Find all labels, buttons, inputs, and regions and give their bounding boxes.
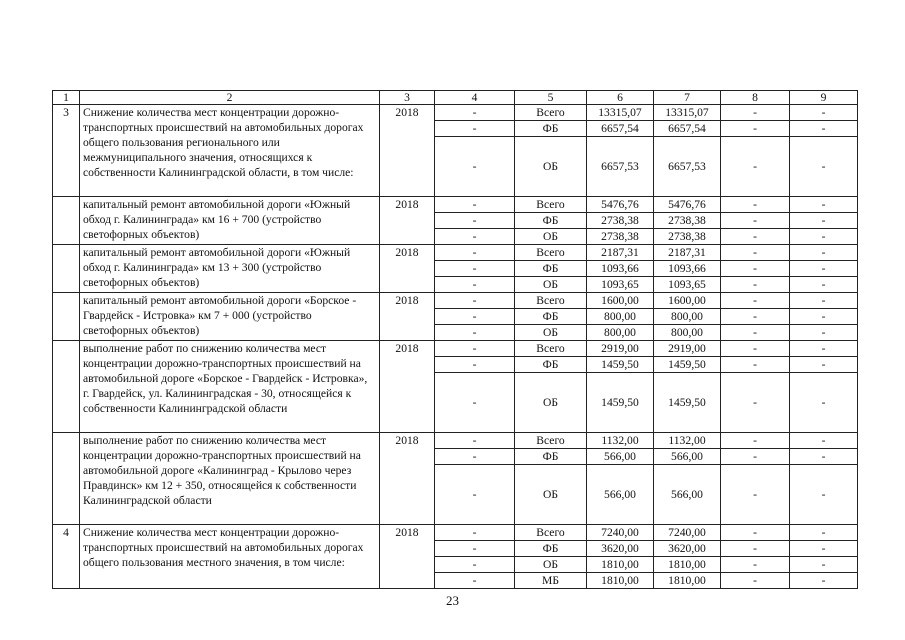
- col9-cell: -: [790, 121, 858, 137]
- col9-cell: -: [790, 433, 858, 449]
- amount-col7-cell: 1810,00: [654, 573, 721, 589]
- source-cell: Всего: [515, 197, 587, 213]
- header-cell-col-3: 3: [380, 91, 435, 105]
- amount-col6-cell: 1459,50: [587, 357, 654, 373]
- col9-cell: -: [790, 277, 858, 293]
- amount-col6-cell: 1600,00: [587, 293, 654, 309]
- col4-cell: -: [435, 213, 515, 229]
- row-number-cell: 4: [53, 525, 80, 589]
- description-cell: выполнение работ по снижению количества мест концентрации дорожно-транспортных происшествий на автомобильной дороге «Калининград - Крылово через Правдинск» км 12 + 350, относящейся к собственности Калининградской области: [80, 433, 380, 525]
- description-cell: выполнение работ по снижению количества мест концентрации дорожно-транспортных происшествий на автомобильной дороге «Борское - Гвардейск - Истровка», г. Гвардейск, ул. Калининградская - 30, относящейся к собственности Калининградской области: [80, 341, 380, 433]
- col9-cell: -: [790, 341, 858, 357]
- source-cell: ОБ: [515, 137, 587, 197]
- year-cell: 2018: [380, 433, 435, 525]
- source-cell: ОБ: [515, 325, 587, 341]
- description-cell: Снижение количества мест концентрации дорожно-транспортных происшествий на автомобильных дорогах общего пользования регионального или межмуниципального значения, относящихся к собственности Калининградской области, в том числе:: [80, 105, 380, 197]
- source-cell: Всего: [515, 245, 587, 261]
- amount-col6-cell: 2919,00: [587, 341, 654, 357]
- table-row: [53, 105, 858, 121]
- amount-col7-cell: 1459,50: [654, 373, 721, 433]
- source-cell: ФБ: [515, 541, 587, 557]
- amount-col6-cell: 13315,07: [587, 105, 654, 121]
- description-cell: капитальный ремонт автомобильной дороги «Южный обход г. Калининграда» км 13 + 300 (устройство светофорных объектов): [80, 245, 380, 293]
- source-cell: ФБ: [515, 449, 587, 465]
- description-cell: капитальный ремонт автомобильной дороги «Южный обход г. Калининграда» км 16 + 700 (устройство светофорных объектов): [80, 197, 380, 245]
- col8-cell: -: [721, 357, 790, 373]
- amount-col7-cell: 566,00: [654, 449, 721, 465]
- col8-cell: -: [721, 449, 790, 465]
- year-cell: 2018: [380, 105, 435, 197]
- col8-cell: -: [721, 261, 790, 277]
- col9-cell: -: [790, 465, 858, 525]
- col9-cell: -: [790, 309, 858, 325]
- col9-cell: -: [790, 245, 858, 261]
- source-cell: ОБ: [515, 465, 587, 525]
- col4-cell: -: [435, 261, 515, 277]
- budget-table: [52, 90, 858, 589]
- col8-cell: -: [721, 293, 790, 309]
- col4-cell: -: [435, 137, 515, 197]
- col8-cell: -: [721, 245, 790, 261]
- col8-cell: -: [721, 105, 790, 121]
- amount-col6-cell: 1810,00: [587, 573, 654, 589]
- col8-cell: -: [721, 213, 790, 229]
- col9-cell: -: [790, 229, 858, 245]
- col4-cell: -: [435, 325, 515, 341]
- amount-col6-cell: 1093,66: [587, 261, 654, 277]
- row-number-cell: [53, 293, 80, 341]
- col4-cell: -: [435, 573, 515, 589]
- col9-cell: -: [790, 357, 858, 373]
- header-cell-col-4: 4: [435, 91, 515, 105]
- col4-cell: -: [435, 373, 515, 433]
- col9-cell: -: [790, 105, 858, 121]
- col4-cell: -: [435, 197, 515, 213]
- header-cell-col-7: 7: [654, 91, 721, 105]
- header-cell-col-8: 8: [721, 91, 790, 105]
- header-cell-col-6: 6: [587, 91, 654, 105]
- col8-cell: -: [721, 121, 790, 137]
- amount-col6-cell: 2738,38: [587, 229, 654, 245]
- col8-cell: -: [721, 465, 790, 525]
- col4-cell: -: [435, 293, 515, 309]
- amount-col7-cell: 1600,00: [654, 293, 721, 309]
- col8-cell: -: [721, 325, 790, 341]
- col4-cell: -: [435, 245, 515, 261]
- amount-col7-cell: 1132,00: [654, 433, 721, 449]
- amount-col6-cell: 6657,53: [587, 137, 654, 197]
- col8-cell: -: [721, 197, 790, 213]
- description-cell: капитальный ремонт автомобильной дороги «Борское - Гвардейск - Истровка» км 7 + 000 (устройство светофорных объектов): [80, 293, 380, 341]
- col8-cell: -: [721, 541, 790, 557]
- col9-cell: -: [790, 293, 858, 309]
- amount-col7-cell: 6657,54: [654, 121, 721, 137]
- col8-cell: -: [721, 137, 790, 197]
- source-cell: ОБ: [515, 373, 587, 433]
- amount-col7-cell: 800,00: [654, 325, 721, 341]
- col9-cell: -: [790, 541, 858, 557]
- source-cell: ОБ: [515, 229, 587, 245]
- col8-cell: -: [721, 341, 790, 357]
- header-cell-col-9: 9: [790, 91, 858, 105]
- header-cell-col-5: 5: [515, 91, 587, 105]
- col4-cell: -: [435, 309, 515, 325]
- year-cell: 2018: [380, 293, 435, 341]
- col9-cell: -: [790, 449, 858, 465]
- amount-col7-cell: 2738,38: [654, 213, 721, 229]
- source-cell: Всего: [515, 293, 587, 309]
- amount-col7-cell: 5476,76: [654, 197, 721, 213]
- header-cell-col-2: 2: [80, 91, 380, 105]
- amount-col6-cell: 7240,00: [587, 525, 654, 541]
- col9-cell: -: [790, 325, 858, 341]
- amount-col7-cell: 7240,00: [654, 525, 721, 541]
- col9-cell: -: [790, 261, 858, 277]
- amount-col7-cell: 1093,65: [654, 277, 721, 293]
- col4-cell: -: [435, 341, 515, 357]
- amount-col6-cell: 3620,00: [587, 541, 654, 557]
- table-header-row: [53, 91, 858, 105]
- col9-cell: -: [790, 525, 858, 541]
- page-number: 23: [446, 593, 459, 608]
- source-cell: МБ: [515, 573, 587, 589]
- amount-col6-cell: 2738,38: [587, 213, 654, 229]
- source-cell: Всего: [515, 341, 587, 357]
- col9-cell: -: [790, 373, 858, 433]
- amount-col7-cell: 1093,66: [654, 261, 721, 277]
- amount-col6-cell: 1810,00: [587, 557, 654, 573]
- amount-col7-cell: 1459,50: [654, 357, 721, 373]
- col4-cell: -: [435, 229, 515, 245]
- amount-col6-cell: 1132,00: [587, 433, 654, 449]
- source-cell: ФБ: [515, 357, 587, 373]
- col4-cell: -: [435, 557, 515, 573]
- col9-cell: -: [790, 213, 858, 229]
- source-cell: Всего: [515, 433, 587, 449]
- year-cell: 2018: [380, 245, 435, 293]
- amount-col7-cell: 566,00: [654, 465, 721, 525]
- source-cell: ФБ: [515, 261, 587, 277]
- row-number-cell: 3: [53, 105, 80, 197]
- header-cell-col-1: 1: [53, 91, 80, 105]
- col9-cell: -: [790, 573, 858, 589]
- col4-cell: -: [435, 105, 515, 121]
- year-cell: 2018: [380, 197, 435, 245]
- year-cell: 2018: [380, 525, 435, 589]
- row-number-cell: [53, 245, 80, 293]
- col8-cell: -: [721, 433, 790, 449]
- amount-col6-cell: 566,00: [587, 449, 654, 465]
- col8-cell: -: [721, 557, 790, 573]
- table-row: [53, 293, 858, 309]
- amount-col7-cell: 1810,00: [654, 557, 721, 573]
- row-number-cell: [53, 341, 80, 433]
- amount-col6-cell: 5476,76: [587, 197, 654, 213]
- col4-cell: -: [435, 541, 515, 557]
- col8-cell: -: [721, 229, 790, 245]
- row-number-cell: [53, 433, 80, 525]
- amount-col7-cell: 6657,53: [654, 137, 721, 197]
- table-row: [53, 245, 858, 261]
- table-row: [53, 341, 858, 357]
- col4-cell: -: [435, 277, 515, 293]
- source-cell: ФБ: [515, 213, 587, 229]
- table-row: [53, 525, 858, 541]
- source-cell: ОБ: [515, 277, 587, 293]
- amount-col6-cell: 6657,54: [587, 121, 654, 137]
- source-cell: ФБ: [515, 121, 587, 137]
- amount-col6-cell: 1093,65: [587, 277, 654, 293]
- amount-col7-cell: 2738,38: [654, 229, 721, 245]
- amount-col7-cell: 800,00: [654, 309, 721, 325]
- col9-cell: -: [790, 197, 858, 213]
- source-cell: Всего: [515, 105, 587, 121]
- year-cell: 2018: [380, 341, 435, 433]
- description-cell: Снижение количества мест концентрации дорожно-транспортных происшествий на автомобильных дорогах общего пользования местного значения, в том числе:: [80, 525, 380, 589]
- col4-cell: -: [435, 525, 515, 541]
- amount-col6-cell: 1459,50: [587, 373, 654, 433]
- col8-cell: -: [721, 525, 790, 541]
- col4-cell: -: [435, 357, 515, 373]
- source-cell: Всего: [515, 525, 587, 541]
- amount-col6-cell: 2187,31: [587, 245, 654, 261]
- col9-cell: -: [790, 557, 858, 573]
- source-cell: ФБ: [515, 309, 587, 325]
- source-cell: ОБ: [515, 557, 587, 573]
- amount-col7-cell: 3620,00: [654, 541, 721, 557]
- amount-col6-cell: 566,00: [587, 465, 654, 525]
- table-body: [53, 91, 858, 589]
- col4-cell: -: [435, 449, 515, 465]
- table-row: [53, 197, 858, 213]
- col8-cell: -: [721, 373, 790, 433]
- col4-cell: -: [435, 121, 515, 137]
- amount-col7-cell: 2919,00: [654, 341, 721, 357]
- col9-cell: -: [790, 137, 858, 197]
- col8-cell: -: [721, 573, 790, 589]
- amount-col7-cell: 2187,31: [654, 245, 721, 261]
- col8-cell: -: [721, 309, 790, 325]
- col4-cell: -: [435, 433, 515, 449]
- row-number-cell: [53, 197, 80, 245]
- col4-cell: -: [435, 465, 515, 525]
- amount-col7-cell: 13315,07: [654, 105, 721, 121]
- table-row: [53, 433, 858, 449]
- col8-cell: -: [721, 277, 790, 293]
- amount-col6-cell: 800,00: [587, 325, 654, 341]
- amount-col6-cell: 800,00: [587, 309, 654, 325]
